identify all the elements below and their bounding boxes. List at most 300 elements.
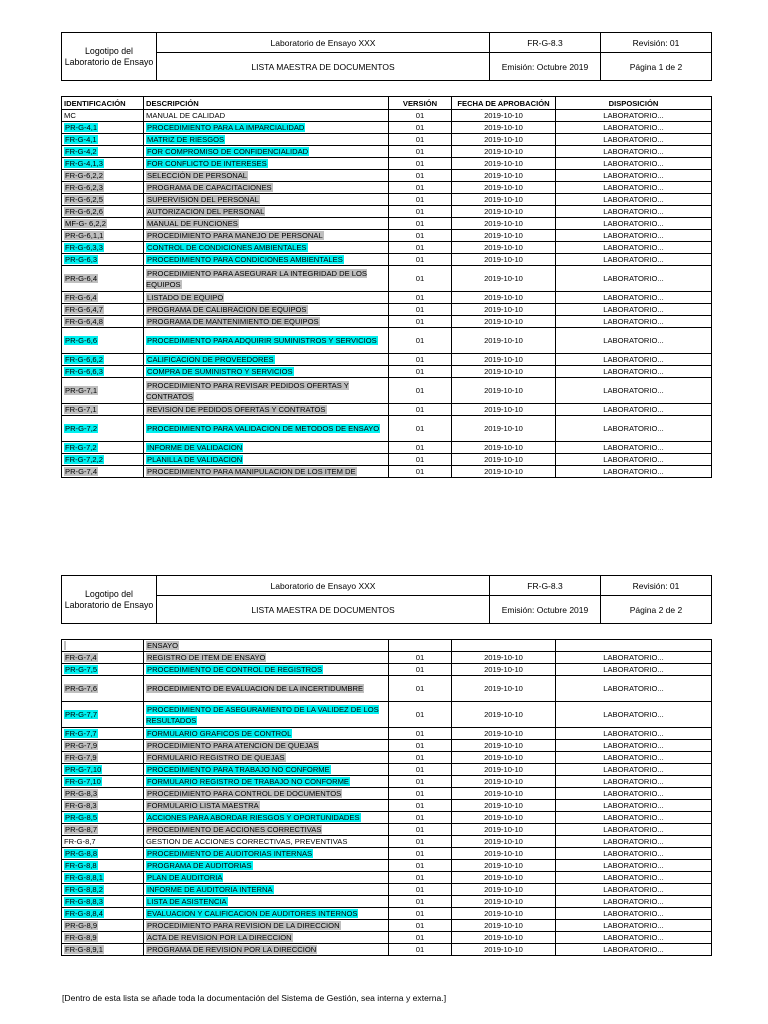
table-row (62, 812, 712, 824)
cell-approval-date: 2019-10-10 (452, 404, 556, 416)
cell-identification (62, 194, 144, 206)
cell-description (144, 182, 389, 194)
highlighted-text: PROCEDIMIENTO DE AUDITORIAS INTERNAS (147, 849, 313, 858)
cell-identification (62, 676, 144, 702)
cell-approval-date: 2019-10-10 (452, 122, 556, 134)
cell-identification (62, 788, 144, 800)
cell-version: 01 (389, 266, 452, 292)
cell-description (144, 316, 389, 328)
page-number: Página 1 de 2 (601, 53, 712, 81)
cell-identification (62, 218, 144, 230)
cell-description (144, 266, 389, 292)
cell-identification (62, 664, 144, 676)
cell-description (144, 702, 389, 728)
documents-table-page-1 (61, 96, 712, 478)
cell-version: 01 (389, 304, 452, 316)
cell-description (144, 664, 389, 676)
cell-approval-date: 2019-10-10 (452, 366, 556, 378)
highlighted-text: FOR COMPROMISO DE CONFIDENCIALIDAD (147, 147, 309, 156)
cell-approval-date: 2019-10-10 (452, 752, 556, 764)
cell-description (144, 134, 389, 146)
cell-version: 01 (389, 908, 452, 920)
cell-disposition: LABORATORIO... (556, 752, 712, 764)
highlighted-text: PR-G-7,2 (65, 424, 98, 433)
highlighted-text: FR-G-8,8,3 (65, 897, 103, 906)
highlighted-text: PROGRAMA DE CAPACITACIONES (147, 183, 272, 192)
cell-version: 01 (389, 110, 452, 122)
cell-version: 01 (389, 860, 452, 872)
logo-placeholder: Logotipo del Laboratorio de Ensayo (62, 576, 157, 624)
highlighted-text: PR-G-8,7 (65, 825, 98, 834)
cell-description (144, 908, 389, 920)
cell-approval-date: 2019-10-10 (452, 836, 556, 848)
highlighted-text: PROCEDIMIENTO PARA ATENCION DE QUEJAS (147, 741, 319, 750)
highlighted-text: FR-G-8,8,4 (65, 909, 103, 918)
cell-disposition: LABORATORIO... (556, 110, 712, 122)
table-row (62, 884, 712, 896)
document-code: FR-G-8.3 (490, 33, 601, 53)
document-title: LISTA MAESTRA DE DOCUMENTOS (157, 596, 490, 624)
table-row (62, 182, 712, 194)
highlighted-text: PR-G-6,3 (65, 255, 98, 264)
cell-description (144, 442, 389, 454)
cell-version: 01 (389, 728, 452, 740)
cell-version: 01 (389, 182, 452, 194)
cell-version: 01 (389, 170, 452, 182)
cell-version: 01 (389, 884, 452, 896)
highlighted-text: FR-G-7,2,2 (65, 455, 103, 464)
table-row (62, 292, 712, 304)
cell-version: 01 (389, 416, 452, 442)
cell-identification (62, 908, 144, 920)
cell-disposition: LABORATORIO... (556, 416, 712, 442)
cell-disposition: LABORATORIO... (556, 366, 712, 378)
cell-identification (62, 860, 144, 872)
table-row (62, 146, 712, 158)
cell-version: 01 (389, 366, 452, 378)
cell-approval-date: 2019-10-10 (452, 110, 556, 122)
cell-description (144, 860, 389, 872)
document-header-page-2 (61, 575, 712, 624)
column-header-disposition: DISPOSICIÓN (556, 97, 712, 110)
highlighted-text: PROCEDIMIENTO PARA MANIPULACION DE LOS ITEM DE (147, 467, 356, 476)
cell-description (144, 416, 389, 442)
highlighted-text: PROCEDIMIENTO DE ACCIONES CORRECTIVAS (147, 825, 322, 834)
highlighted-text: PR-G-8,8 (65, 849, 98, 858)
highlighted-text: PR-G-4,1 (65, 123, 98, 132)
cell-description (144, 146, 389, 158)
highlighted-text: PROCEDIMIENTO PARA ADQUIRIR SUMINISTROS Y SERVICIOS (147, 336, 377, 345)
cell-approval-date: 2019-10-10 (452, 416, 556, 442)
cell-description (144, 752, 389, 764)
cell-disposition: LABORATORIO... (556, 824, 712, 836)
highlighted-text: FR-G-6,4,8 (65, 317, 103, 326)
table-row (62, 404, 712, 416)
cell-approval-date: 2019-10-10 (452, 896, 556, 908)
highlighted-text: PROCEDIMIENTO DE ASEGURAMIENTO DE LA VALIDEZ DE LOS RESULTADOS (146, 704, 379, 725)
highlighted-text: FR-G-6,2,6 (65, 207, 103, 216)
highlighted-text: FR-G-6,6,2 (65, 355, 103, 364)
cell-description (144, 194, 389, 206)
cell-identification (62, 740, 144, 752)
cell-disposition: LABORATORIO... (556, 932, 712, 944)
cell-description (144, 896, 389, 908)
cell-description (144, 366, 389, 378)
highlighted-text: PROGRAMA DE CALIBRACION DE EQUIPOS (147, 305, 307, 314)
table-row (62, 836, 712, 848)
highlighted-text: ENSAYO (147, 641, 179, 650)
cell-identification (62, 896, 144, 908)
highlighted-text: PR-G-7,7 (65, 710, 98, 719)
table-row (62, 454, 712, 466)
table-row (62, 242, 712, 254)
cell-version: 01 (389, 254, 452, 266)
cell-identification: FR-G-8,7 (62, 836, 144, 848)
highlighted-text: REGISTRO DE ITEM DE ENSAYO (147, 653, 266, 662)
cell-approval-date: 2019-10-10 (452, 932, 556, 944)
highlighted-text: FR-G-4,1 (65, 135, 97, 144)
cell-disposition: LABORATORIO... (556, 788, 712, 800)
cell-approval-date: 2019-10-10 (452, 354, 556, 366)
cell-version: 01 (389, 740, 452, 752)
cell-disposition: LABORATORIO... (556, 728, 712, 740)
highlighted-text: FR-G-6,6,3 (65, 367, 103, 376)
table-row (62, 728, 712, 740)
cell-identification (62, 416, 144, 442)
cell-identification (62, 702, 144, 728)
cell-description (144, 944, 389, 956)
cell-approval-date: 2019-10-10 (452, 230, 556, 242)
cell-disposition: LABORATORIO... (556, 920, 712, 932)
table-row (62, 860, 712, 872)
cell-disposition: LABORATORIO... (556, 354, 712, 366)
highlighted-text: FORMULARIO REGISTRO DE QUEJAS (147, 753, 285, 762)
highlighted-text: PR-G-7,5 (65, 665, 98, 674)
cell-identification (62, 354, 144, 366)
highlighted-text: PROCEDIMIENTO PARA CONTROL DE DOCUMENTOS (147, 789, 342, 798)
highlighted-text: PROCEDIMIENTO PARA TRABAJO NO CONFORME (147, 765, 330, 774)
cell-approval-date: 2019-10-10 (452, 764, 556, 776)
table-row (62, 366, 712, 378)
highlighted-text: FR-G-7,10 (65, 777, 101, 786)
highlighted-text: REVISION DE PEDIDOS OFERTAS Y CONTRATOS (147, 405, 326, 414)
cell-description (144, 676, 389, 702)
cell-approval-date: 2019-10-10 (452, 920, 556, 932)
highlighted-text: PROCEDIMIENTO PARA VALIDACION DE METODOS DE ENSAYO (147, 424, 380, 433)
table-row (62, 442, 712, 454)
cell-description (144, 292, 389, 304)
cell-description (144, 884, 389, 896)
cell-identification (62, 776, 144, 788)
cell-identification (62, 266, 144, 292)
table-row (62, 354, 712, 366)
cell-approval-date: 2019-10-10 (452, 194, 556, 206)
cell-version: 01 (389, 316, 452, 328)
highlighted-text: MATRIZ DE RIESGOS (147, 135, 225, 144)
highlighted-text: PR-G-8,5 (65, 813, 98, 822)
table-row (62, 702, 712, 728)
cell-version: 01 (389, 194, 452, 206)
cell-version: 01 (389, 466, 452, 478)
cell-version: 01 (389, 836, 452, 848)
highlighted-text: PROCEDIMIENTO PARA MANEJO DE PERSONAL (147, 231, 323, 240)
cell-description: MANUAL DE CALIDAD (144, 110, 389, 122)
highlighted-text: FR-G-6,4 (65, 293, 97, 302)
lab-name: Laboratorio de Ensayo XXX (157, 576, 490, 596)
table-row (62, 134, 712, 146)
cell-approval-date: 2019-10-10 (452, 304, 556, 316)
cell-description (144, 640, 389, 652)
cell-disposition: LABORATORIO... (556, 182, 712, 194)
cell-approval-date: 2019-10-10 (452, 254, 556, 266)
cell-approval-date: 2019-10-10 (452, 182, 556, 194)
cell-disposition: LABORATORIO... (556, 316, 712, 328)
cell-identification (62, 872, 144, 884)
table-row (62, 872, 712, 884)
highlighted-text: FR-G-7,1 (65, 405, 97, 414)
highlighted-text: FR-G-4,2 (65, 147, 97, 156)
cell-approval-date: 2019-10-10 (452, 740, 556, 752)
cell-identification (62, 824, 144, 836)
column-header-approval-date: FECHA DE APROBACIÓN (452, 97, 556, 110)
cell-description (144, 254, 389, 266)
cell-disposition: LABORATORIO... (556, 884, 712, 896)
cell-version: 01 (389, 702, 452, 728)
highlighted-text: FR-G-7,4 (65, 653, 97, 662)
cell-version: 01 (389, 292, 452, 304)
highlighted-text: FR-G-6,2,3 (65, 183, 103, 192)
cell-description (144, 800, 389, 812)
table-row (62, 896, 712, 908)
cell-approval-date: 2019-10-10 (452, 800, 556, 812)
highlighted-text: LISTADO DE EQUIPO (147, 293, 224, 302)
cell-disposition: LABORATORIO... (556, 676, 712, 702)
cell-version: 01 (389, 454, 452, 466)
cell-description (144, 158, 389, 170)
cell-version: 01 (389, 776, 452, 788)
cell-version: 01 (389, 158, 452, 170)
cell-identification (62, 292, 144, 304)
cell-approval-date: 2019-10-10 (452, 776, 556, 788)
highlighted-text: SUPERVISION DEL PERSONAL (147, 195, 259, 204)
cell-version: 01 (389, 800, 452, 812)
document-header-page-1 (61, 32, 712, 81)
cell-approval-date: 2019-10-10 (452, 702, 556, 728)
table-row (62, 788, 712, 800)
cell-disposition: LABORATORIO... (556, 664, 712, 676)
lab-name: Laboratorio de Ensayo XXX (157, 33, 490, 53)
cell-disposition: LABORATORIO... (556, 896, 712, 908)
cell-description (144, 354, 389, 366)
table-row (62, 194, 712, 206)
cell-disposition: LABORATORIO... (556, 218, 712, 230)
highlighted-text: PROCEDIMIENTO PARA CONDICIONES AMBIENTALES (147, 255, 343, 264)
cell-approval-date: 2019-10-10 (452, 218, 556, 230)
cell-disposition: LABORATORIO... (556, 194, 712, 206)
cell-disposition: LABORATORIO... (556, 848, 712, 860)
cell-approval-date (452, 640, 556, 652)
highlighted-text: FR-G-8,8 (65, 861, 97, 870)
highlighted-text: PROGRAMA DE MANTENIMIENTO DE EQUIPOS (147, 317, 319, 326)
cell-disposition: LABORATORIO... (556, 328, 712, 354)
cell-disposition: LABORATORIO... (556, 740, 712, 752)
table-row (62, 676, 712, 702)
highlighted-text: PR-G-7,1 (65, 386, 98, 395)
cell-disposition: LABORATORIO... (556, 292, 712, 304)
highlighted-text: PR-G-7,10 (65, 765, 102, 774)
cell-identification (62, 848, 144, 860)
table-row (62, 266, 712, 292)
logo-placeholder: Logotipo del Laboratorio de Ensayo (62, 33, 157, 81)
cell-description (144, 218, 389, 230)
cell-approval-date: 2019-10-10 (452, 860, 556, 872)
table-row (62, 664, 712, 676)
cell-disposition: LABORATORIO... (556, 944, 712, 956)
highlighted-text: FOR CONFLICTO DE INTERESES (147, 159, 267, 168)
cell-identification (62, 404, 144, 416)
cell-identification (62, 254, 144, 266)
cell-identification (62, 316, 144, 328)
cell-identification (62, 206, 144, 218)
cell-approval-date: 2019-10-10 (452, 316, 556, 328)
issue-date: Emisión: Octubre 2019 (490, 53, 601, 81)
cell-identification (62, 158, 144, 170)
highlighted-text: FR-G-6,3,3 (65, 243, 103, 252)
cell-identification (62, 182, 144, 194)
cell-version: 01 (389, 442, 452, 454)
table-row (62, 740, 712, 752)
highlighted-text: PR-G-7,6 (65, 684, 98, 693)
highlighted-text: FR-G-8,9 (65, 933, 97, 942)
cell-disposition: LABORATORIO... (556, 146, 712, 158)
cell-approval-date: 2019-10-10 (452, 788, 556, 800)
cell-version: 01 (389, 944, 452, 956)
cell-disposition: LABORATORIO... (556, 158, 712, 170)
cell-approval-date: 2019-10-10 (452, 824, 556, 836)
cell-disposition: LABORATORIO... (556, 122, 712, 134)
highlighted-text: MF-G- 6,2,2 (65, 219, 106, 228)
table-row (62, 316, 712, 328)
table-row (62, 920, 712, 932)
highlighted-text: EVALUACION Y CALIFICACION DE AUDITORES INTERNOS (147, 909, 358, 918)
cell-description (144, 122, 389, 134)
cell-disposition: LABORATORIO... (556, 442, 712, 454)
highlighted-text: INFORME DE VALIDACION (147, 443, 243, 452)
table-row (62, 230, 712, 242)
highlighted-text: INFORME DE AUDITORIA INTERNA (147, 885, 273, 894)
cell-approval-date: 2019-10-10 (452, 378, 556, 404)
table-row (62, 764, 712, 776)
cell-version: 01 (389, 404, 452, 416)
table-row (62, 158, 712, 170)
cell-approval-date: 2019-10-10 (452, 728, 556, 740)
cell-disposition: LABORATORIO... (556, 908, 712, 920)
cell-version: 01 (389, 812, 452, 824)
cell-disposition: LABORATORIO... (556, 266, 712, 292)
cell-version: 01 (389, 122, 452, 134)
highlighted-text: FR-G-7,2 (65, 443, 97, 452)
highlighted-text: FORMULARIO LISTA MAESTRA (147, 801, 259, 810)
table-row (62, 122, 712, 134)
cell-disposition: LABORATORIO... (556, 134, 712, 146)
cell-identification (62, 134, 144, 146)
cell-approval-date: 2019-10-10 (452, 242, 556, 254)
cell-description (144, 848, 389, 860)
highlighted-text: PROCEDIMIENTO PARA REVISION DE LA DIRECCION (147, 921, 340, 930)
cell-approval-date: 2019-10-10 (452, 454, 556, 466)
cell-identification (62, 728, 144, 740)
highlighted-text: MANUAL DE FUNCIONES (147, 219, 238, 228)
cell-identification (62, 366, 144, 378)
highlighted-text: CONTROL DE CONDICIONES AMBIENTALES (147, 243, 307, 252)
cell-disposition: LABORATORIO... (556, 230, 712, 242)
highlighted-text: CALIFICACION DE PROVEEDORES (147, 355, 274, 364)
column-header-version: VERSIÓN (389, 97, 452, 110)
revision: Revisión: 01 (601, 576, 712, 596)
cell-description (144, 466, 389, 478)
cell-identification (62, 122, 144, 134)
highlighted-text: PROCEDIMIENTO DE CONTROL DE REGISTROS (147, 665, 323, 674)
table-row (62, 466, 712, 478)
cell-description (144, 740, 389, 752)
highlighted-text (64, 641, 66, 650)
cell-version: 01 (389, 848, 452, 860)
highlighted-text: PR-G-7,9 (65, 741, 98, 750)
cell-description (144, 764, 389, 776)
cell-disposition: LABORATORIO... (556, 860, 712, 872)
cell-description (144, 824, 389, 836)
highlighted-text: PR-G-6,1,1 (65, 231, 104, 240)
table-row (62, 824, 712, 836)
highlighted-text: FORMULARIO REGISTRO DE TRABAJO NO CONFORME (147, 777, 349, 786)
highlighted-text: FR-G-6,2,2 (65, 171, 103, 180)
cell-identification (62, 932, 144, 944)
highlighted-text: FR-G-8,8,2 (65, 885, 103, 894)
table-row (62, 206, 712, 218)
cell-description (144, 788, 389, 800)
highlighted-text: FR-G-6,4,7 (65, 305, 103, 314)
table-row (62, 304, 712, 316)
cell-identification (62, 378, 144, 404)
table-row (62, 378, 712, 404)
table-row (62, 776, 712, 788)
highlighted-text: FR-G-7,9 (65, 753, 97, 762)
cell-disposition: LABORATORIO... (556, 378, 712, 404)
cell-identification (62, 242, 144, 254)
cell-approval-date: 2019-10-10 (452, 134, 556, 146)
highlighted-text: PLANILLA DE VALIDACION (147, 455, 243, 464)
cell-approval-date: 2019-10-10 (452, 442, 556, 454)
cell-approval-date: 2019-10-10 (452, 328, 556, 354)
table-row (62, 170, 712, 182)
cell-identification (62, 944, 144, 956)
table-row (62, 640, 712, 652)
highlighted-text: COMPRA DE SUMINISTRO Y SERVICIOS (147, 367, 293, 376)
cell-description (144, 932, 389, 944)
cell-approval-date: 2019-10-10 (452, 812, 556, 824)
cell-description (144, 404, 389, 416)
cell-approval-date: 2019-10-10 (452, 466, 556, 478)
cell-version: 01 (389, 378, 452, 404)
table-body (62, 640, 712, 956)
highlighted-text: PROGRAMA DE AUDITORIAS (147, 861, 252, 870)
cell-approval-date: 2019-10-10 (452, 158, 556, 170)
cell-approval-date: 2019-10-10 (452, 848, 556, 860)
cell-version: 01 (389, 218, 452, 230)
table-row (62, 416, 712, 442)
cell-version: 01 (389, 664, 452, 676)
cell-version: 01 (389, 146, 452, 158)
